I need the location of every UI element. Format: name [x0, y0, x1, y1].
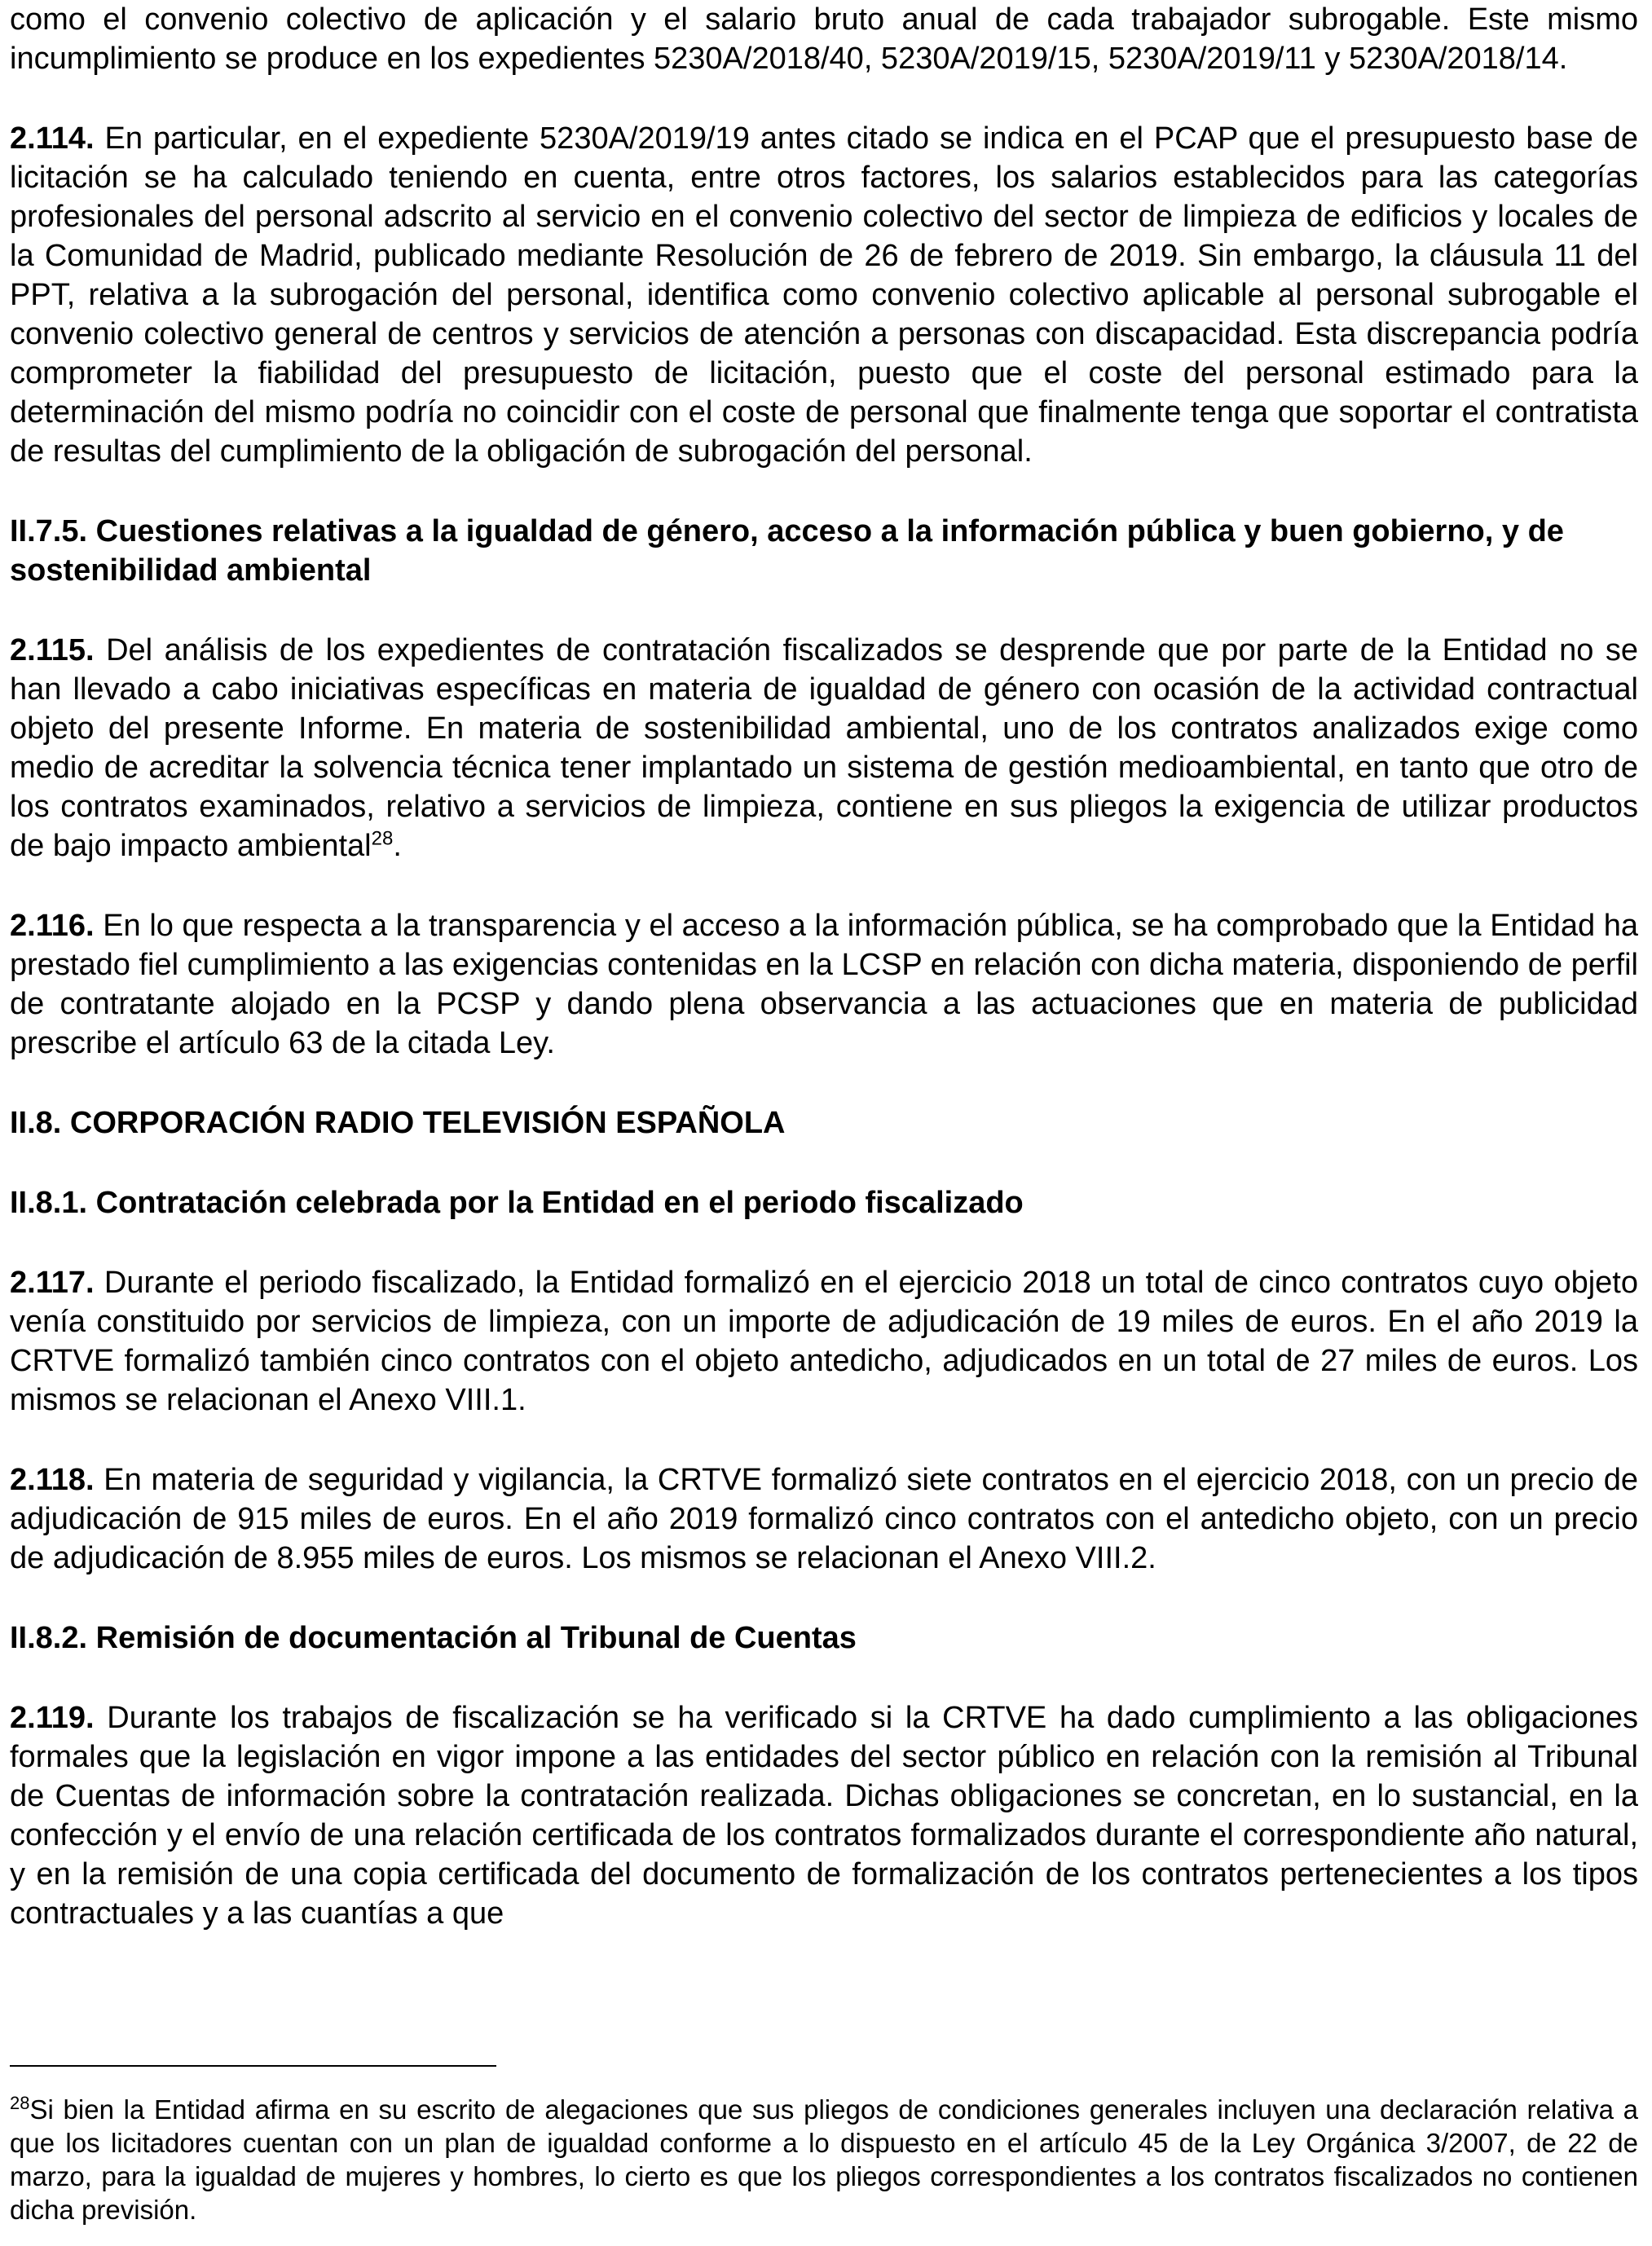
- heading-II-8-2: [10, 1618, 1638, 1658]
- footnote-reference[interactable]: 28: [371, 827, 394, 850]
- heading-number: II.7.5.: [10, 514, 88, 548]
- paragraph-number: 2.119.: [10, 1701, 95, 1735]
- heading-number: II.8.1.: [10, 1186, 88, 1220]
- footnote-text: Si bien la Entidad afirma en su escrito de alegaciones que sus pliegos de condiciones generales incluyen una declaración relativa a que los licitadores cuentan con un plan de igualdad conforme a lo dispuesto en el artículo 45 de la Ley Orgánica 3/2007, de 22 de marzo, para la igualdad de mujeres y hombres, lo cierto es que los pliegos correspondientes a los contratos fiscalizados no contienen dicha previsión.: [10, 2094, 1638, 2225]
- paragraph-end: .: [393, 829, 402, 863]
- paragraph-2-119: [10, 1698, 1638, 1933]
- paragraph-text: Durante los trabajos de fiscalización se ha verificado si la CRTVE ha dado cumplimiento a las obligaciones formales que la legislación en vigor impone a las entidades del sector público en relación con la remisión al Tribunal de Cuentas de información sobre la contratación realizada. Dichas obligaciones se concretan, en lo sustancial, en la confección y el envío de una relación certificada de los contratos formalizados durante el correspondiente año natural, y en la remisión de una copia certificada del documento de formalización de los contratos pertenecientes a los tipos contractuales y a las cuantías a que: [10, 1701, 1638, 1931]
- paragraph-text: En lo que respecta a la transparencia y el acceso a la información pública, se ha comprobado que la Entidad ha prestado fiel cumplimiento a las exigencias contenidas en la LCSP en relación con dicha materia, disponiendo de perfil de contratante alojado en la PCSP y dando plena observancia a las actuaciones que en materia de publicidad prescribe el artículo 63 de la citada Ley.: [10, 909, 1638, 1060]
- footnote-separator: [10, 2065, 496, 2067]
- paragraph-2-118: [10, 1460, 1638, 1578]
- paragraph-number: 2.118.: [10, 1463, 95, 1497]
- document-page: [10, 0, 1638, 2246]
- heading-II-7-5: [10, 512, 1638, 590]
- heading-number: II.8.2.: [10, 1621, 88, 1655]
- heading-text: II.8. CORPORACIÓN RADIO TELEVISIÓN ESPAÑOLA: [10, 1106, 786, 1140]
- paragraph-continuation: [10, 0, 1638, 78]
- paragraph-text: Durante el periodo fiscalizado, la Entidad formalizó en el ejercicio 2018 un total de cinco contratos cuyo objeto venía constituido por servicios de limpieza, con un importe de adjudicación de 19 miles de euros. En el año 2019 la CRTVE formalizó también cinco contratos con el objeto antedicho, adjudicados en un total de 27 miles de euros. Los mismos se relacionan el Anexo VIII.1.: [10, 1266, 1638, 1417]
- paragraph-number: 2.117.: [10, 1266, 95, 1300]
- paragraph-text: Del análisis de los expedientes de contratación fiscalizados se desprende que por parte de la Entidad no se han llevado a cabo iniciativas específicas en materia de igualdad de género con ocasión de la actividad contractual objeto del presente Informe. En materia de sostenibilidad ambiental, uno de los contratos analizados exige como medio de acreditar la solvencia técnica tener implantado un sistema de gestión medioambiental, en tanto que otro de los contratos examinados, relativo a servicios de limpieza, contiene en sus pliegos la exigencia de utilizar productos de bajo impacto ambiental: [10, 633, 1638, 863]
- heading-text: Remisión de documentación al Tribunal de Cuentas: [95, 1621, 857, 1655]
- heading-II-8: [10, 1103, 1638, 1143]
- paragraph-number: 2.115.: [10, 633, 95, 667]
- heading-text: Contratación celebrada por la Entidad en el periodo fiscalizado: [95, 1186, 1024, 1220]
- paragraph-2-117: [10, 1263, 1638, 1420]
- paragraph-number: 2.114.: [10, 121, 95, 156]
- paragraph-2-116: [10, 906, 1638, 1063]
- paragraph-2-115: [10, 631, 1638, 865]
- paragraph-text: En particular, en el expediente 5230A/2019/19 antes citado se indica en el PCAP que el presupuesto base de licitación se ha calculado teniendo en cuenta, entre otros factores, los salarios establecidos para las categorías profesionales del personal adscrito al servicio en el convenio colectivo del sector de limpieza de edificios y locales de la Comunidad de Madrid, publicado mediante Resolución de 26 de febrero de 2019. Sin embargo, la cláusula 11 del PPT, relativa a la subrogación del personal, identifica como convenio colectivo aplicable al personal subrogable el convenio colectivo general de centros y servicios de atención a personas con discapacidad. Esta discrepancia podría comprometer la fiabilidad del presupuesto de licitación, puesto que el coste del personal estimado para la determinación del mismo podría no coincidir con el coste de personal que finalmente tenga que soportar el contratista de resultas del cumplimiento de la obligación de subrogación del personal.: [10, 121, 1639, 469]
- paragraph-2-114: [10, 119, 1638, 471]
- paragraph-text: como el convenio colectivo de aplicación y el salario bruto anual de cada trabajador subrogable. Este mismo incumplimiento se produce en los expedientes 5230A/2018/40, 5230A/2019/15, 5230A/2019/11 y 5230A/2018/14.: [10, 2, 1638, 76]
- footnote-28: [10, 2093, 1638, 2226]
- paragraph-text: En materia de seguridad y vigilancia, la CRTVE formalizó siete contratos en el ejercicio 2018, con un precio de adjudicación de 915 miles de euros. En el año 2019 formalizó cinco contratos con el antedicho objeto, con un precio de adjudicación de 8.955 miles de euros. Los mismos se relacionan el Anexo VIII.2.: [10, 1463, 1639, 1575]
- heading-text: Cuestiones relativas a la igualdad de género, acceso a la información pública y buen gobierno, y de sostenibilidad ambiental: [10, 514, 1564, 588]
- footnote-number: 28: [10, 2093, 30, 2113]
- heading-II-8-1: [10, 1183, 1638, 1222]
- paragraph-number: 2.116.: [10, 909, 95, 943]
